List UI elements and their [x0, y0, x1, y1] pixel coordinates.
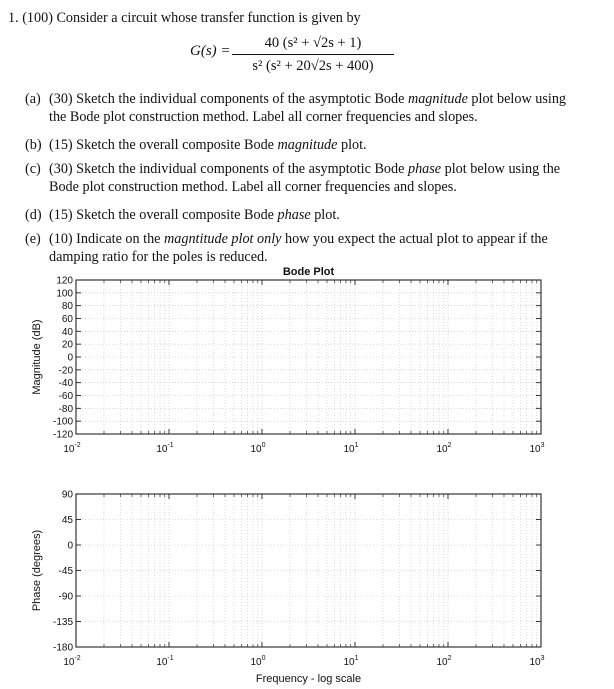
problem-points: (100) — [22, 10, 53, 26]
y-tick-label: -90 — [58, 591, 73, 603]
equation-denominator: s² (s² + 20√2s + 400) — [252, 58, 374, 74]
y-tick-label: 0 — [67, 540, 73, 552]
part-label: (b) — [25, 137, 42, 153]
part-label: (c) — [25, 161, 41, 177]
part-text-line1: (10) Indicate on the magntitude plot only how you expect the actual plot to appear if the — [49, 231, 548, 247]
x-tick-label: $10^2$ — [436, 655, 452, 668]
y-tick-label: -45 — [58, 566, 73, 577]
y-tick-label: -40 — [58, 378, 73, 390]
y-tick-label: 40 — [61, 326, 73, 338]
y-axis-label: Phase (degrees) — [31, 529, 43, 612]
part-text-line2: damping ratio for the poles is reduced. — [49, 249, 268, 265]
x-tick-label: $10^{-2}$ — [63, 442, 81, 455]
x-tick-label: $10^0$ — [250, 442, 266, 455]
y-tick-label: -60 — [58, 391, 73, 402]
part-label: (d) — [25, 207, 42, 223]
y-tick-label: 120 — [56, 275, 73, 287]
problem-intro: Consider a circuit whose transfer function is given by — [56, 10, 361, 26]
part-text-line1: (15) Sketch the overall composite Bode phase plot. — [49, 207, 340, 223]
phase-plot — [31, 490, 545, 686]
y-tick-label: -180 — [52, 642, 73, 654]
y-tick-label: 20 — [61, 339, 73, 351]
y-tick-label: -135 — [52, 617, 73, 628]
x-tick-label: $10^2$ — [436, 442, 452, 455]
chart-title: Bode Plot — [282, 266, 335, 278]
y-axis-label: Magnitude (dB) — [31, 319, 43, 395]
part-label: (e) — [25, 231, 41, 247]
y-tick-label: 90 — [61, 489, 73, 501]
part-text-line1: (30) Sketch the individual components of the asymptotic Bode magnitude plot below using — [49, 91, 567, 107]
x-tick-label: $10^{-2}$ — [63, 655, 81, 668]
x-tick-label: $10^1$ — [343, 655, 359, 668]
x-tick-label: $10^{-1}$ — [156, 655, 174, 668]
y-tick-label: 45 — [61, 515, 73, 526]
part-text-line2: the Bode plot construction method. Label all corner frequencies and slopes. — [49, 109, 478, 125]
x-tick-label: $10^{-1}$ — [156, 442, 174, 455]
y-tick-label: -80 — [58, 403, 73, 415]
part-text-line1: (15) Sketch the overall composite Bode magnitude plot. — [49, 137, 367, 153]
x-tick-label: $10^0$ — [250, 655, 266, 668]
x-tick-label: $10^1$ — [343, 442, 359, 455]
equation-numerator: 40 (s² + √2s + 1) — [264, 35, 362, 51]
y-tick-label: 60 — [61, 314, 73, 325]
part-text-line2: Bode plot construction method. Label all corner frequencies and slopes. — [49, 179, 457, 195]
x-tick-label: $10^3$ — [529, 442, 545, 455]
x-tick-label: $10^3$ — [529, 655, 545, 668]
part-label: (a) — [25, 91, 41, 107]
x-axis-label: Frequency - log scale — [255, 673, 362, 685]
y-tick-label: -20 — [58, 365, 73, 377]
part-text-line1: (30) Sketch the individual components of the asymptotic Bode phase plot below using the — [49, 161, 561, 177]
y-tick-label: 0 — [67, 352, 73, 364]
y-tick-label: 80 — [61, 301, 73, 313]
magnitude-plot — [31, 266, 545, 455]
y-tick-label: -120 — [52, 429, 73, 441]
y-tick-label: -100 — [52, 416, 73, 428]
y-tick-label: 100 — [56, 288, 73, 300]
problem-number: 1. — [8, 10, 19, 26]
equation-lhs: G(s) = — [190, 43, 231, 59]
